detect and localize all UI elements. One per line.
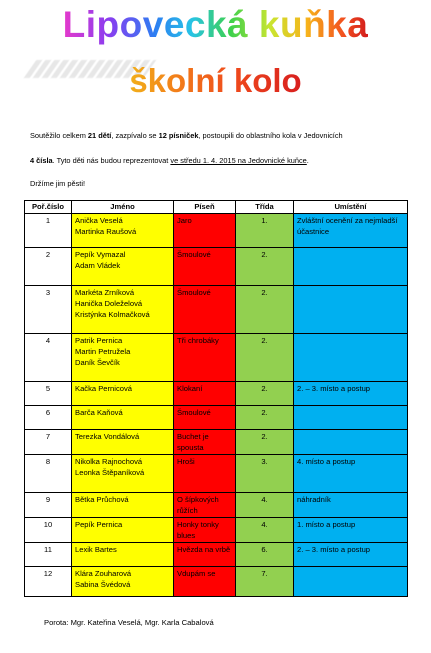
cell-song: Hvězda na vrbě	[174, 543, 236, 567]
intro-paragraph-2	[30, 155, 415, 166]
cell-names	[72, 334, 174, 382]
participant-name: Nikolka Rajnochová	[75, 457, 143, 466]
header-name: Jméno	[72, 201, 174, 214]
participant-name: Kačka Pernicová	[75, 384, 132, 393]
participant-name: Daník Ševčík	[75, 358, 120, 367]
cell-number: 10	[25, 518, 72, 543]
cell-names	[72, 406, 174, 430]
table-row	[25, 334, 408, 382]
cell-names	[72, 430, 174, 455]
intro-date: ve středu 1. 4. 2015 na Jedovnické kuňce	[170, 156, 307, 165]
page-title	[0, 4, 431, 46]
cell-number: 11	[25, 543, 72, 567]
participant-name: Kristýnka Kolmačková	[75, 310, 150, 319]
cell-placement: Zvláštní ocenění za nejmladší účastnice	[294, 214, 408, 248]
cell-names	[72, 543, 174, 567]
participant-name: Barča Kaňová	[75, 408, 123, 417]
cell-grade: 2.	[236, 430, 294, 455]
cell-number: 6	[25, 406, 72, 430]
cell-placement	[294, 567, 408, 597]
cell-placement: 2. – 3. místo a postup	[294, 543, 408, 567]
cell-grade: 2.	[236, 334, 294, 382]
table-row	[25, 406, 408, 430]
cell-placement	[294, 406, 408, 430]
intro-text-3: , postoupili do oblastního kola v Jedovnicích	[198, 131, 343, 140]
participant-name: Martinka Raušová	[75, 227, 137, 236]
participant-name: Patrik Pernica	[75, 336, 123, 345]
table-row	[25, 455, 408, 493]
cell-names	[72, 286, 174, 334]
cell-grade: 4.	[236, 518, 294, 543]
participant-name: Hanička Doleželová	[75, 299, 143, 308]
cell-song: Hroši	[174, 455, 236, 493]
page-title-text: Lipovecká kuňka	[62, 4, 369, 45]
table-row	[25, 248, 408, 286]
cell-number: 9	[25, 493, 72, 518]
cell-song: Honky tonky blues	[174, 518, 236, 543]
intro-text-4: . Tyto děti nás budou reprezentovat	[52, 156, 171, 165]
cell-placement: 2. – 3. místo a postup	[294, 382, 408, 406]
cell-song: Vdupám se	[174, 567, 236, 597]
table-row	[25, 493, 408, 518]
cell-placement	[294, 248, 408, 286]
page-subtitle	[0, 62, 431, 100]
cell-number: 1	[25, 214, 72, 248]
cell-placement	[294, 334, 408, 382]
cell-song: Šmoulové	[174, 406, 236, 430]
cell-names	[72, 455, 174, 493]
participant-name: Leonka Štěpaníková	[75, 468, 145, 477]
cell-grade: 2.	[236, 248, 294, 286]
cell-number: 4	[25, 334, 72, 382]
table-row	[25, 382, 408, 406]
cheer-text: Držíme jim pěsti!	[30, 179, 86, 188]
cell-song: Klokaní	[174, 382, 236, 406]
cell-placement: 1. místo a postup	[294, 518, 408, 543]
cell-song: Jaro	[174, 214, 236, 248]
cell-number: 12	[25, 567, 72, 597]
participant-name: Martin Petružela	[75, 347, 131, 356]
cell-grade: 6.	[236, 543, 294, 567]
cell-names	[72, 493, 174, 518]
participant-name: Markéta Zrníková	[75, 288, 135, 297]
table-row	[25, 518, 408, 543]
intro-text-5: .	[306, 156, 309, 165]
intro-text-2: , zazpívalo se	[111, 131, 159, 140]
results-table	[24, 200, 408, 597]
cell-names	[72, 567, 174, 597]
cell-number: 5	[25, 382, 72, 406]
cell-grade: 2.	[236, 382, 294, 406]
cell-grade: 4.	[236, 493, 294, 518]
table-row	[25, 286, 408, 334]
header-placement: Umístění	[294, 201, 408, 214]
header-grade: Třída	[236, 201, 294, 214]
intro-kids-count: 21 dětí	[87, 131, 112, 140]
cell-grade: 3.	[236, 455, 294, 493]
cell-names	[72, 248, 174, 286]
table-row	[25, 430, 408, 455]
participant-name: Klára Zouharová	[75, 569, 132, 578]
cell-number: 7	[25, 430, 72, 455]
table-row	[25, 567, 408, 597]
cell-song: Buchet je spousta	[174, 430, 236, 455]
cell-names	[72, 382, 174, 406]
participant-name: Anička Veselá	[75, 216, 123, 225]
cell-placement	[294, 286, 408, 334]
cell-song: O šípkových růžích	[174, 493, 236, 518]
cell-number: 2	[25, 248, 72, 286]
intro-advance-count: 4 čísla	[30, 156, 53, 165]
table-body	[25, 214, 408, 597]
table-header-row	[25, 201, 408, 214]
cell-names	[72, 518, 174, 543]
table-row	[25, 214, 408, 248]
cell-grade: 1.	[236, 214, 294, 248]
header-number: Poř.číslo	[25, 201, 72, 214]
header-song: Píseň	[174, 201, 236, 214]
cell-grade: 2.	[236, 406, 294, 430]
intro-songs-count: 12 písniček	[158, 131, 199, 140]
participant-name: Pepík Pernica	[75, 520, 123, 529]
page-subtitle-text: školní kolo	[129, 62, 302, 99]
table-row	[25, 543, 408, 567]
cell-grade: 7.	[236, 567, 294, 597]
cell-names	[72, 214, 174, 248]
cell-song: Šmoulové	[174, 286, 236, 334]
intro-text-1: Soutěžilo celkem	[30, 131, 88, 140]
cell-song: Tři chrobáky	[174, 334, 236, 382]
participant-name: Adam Vládek	[75, 261, 121, 270]
participant-name: Sabina Švédová	[75, 580, 131, 589]
cell-placement: 4. místo a postup	[294, 455, 408, 493]
participant-name: Pepík Vymazal	[75, 250, 126, 259]
participant-name: Lexik Bartes	[75, 545, 117, 554]
cell-song: Šmoulové	[174, 248, 236, 286]
cell-number: 3	[25, 286, 72, 334]
cell-number: 8	[25, 455, 72, 493]
cell-grade: 2.	[236, 286, 294, 334]
cell-placement	[294, 430, 408, 455]
participant-name: Terezka Vondálová	[75, 432, 140, 441]
jury-footer: Porota: Mgr. Kateřina Veselá, Mgr. Karla Cabalová	[44, 618, 214, 627]
intro-paragraph	[30, 130, 415, 141]
participant-name: Bětka Průchová	[75, 495, 129, 504]
cell-placement: náhradník	[294, 493, 408, 518]
